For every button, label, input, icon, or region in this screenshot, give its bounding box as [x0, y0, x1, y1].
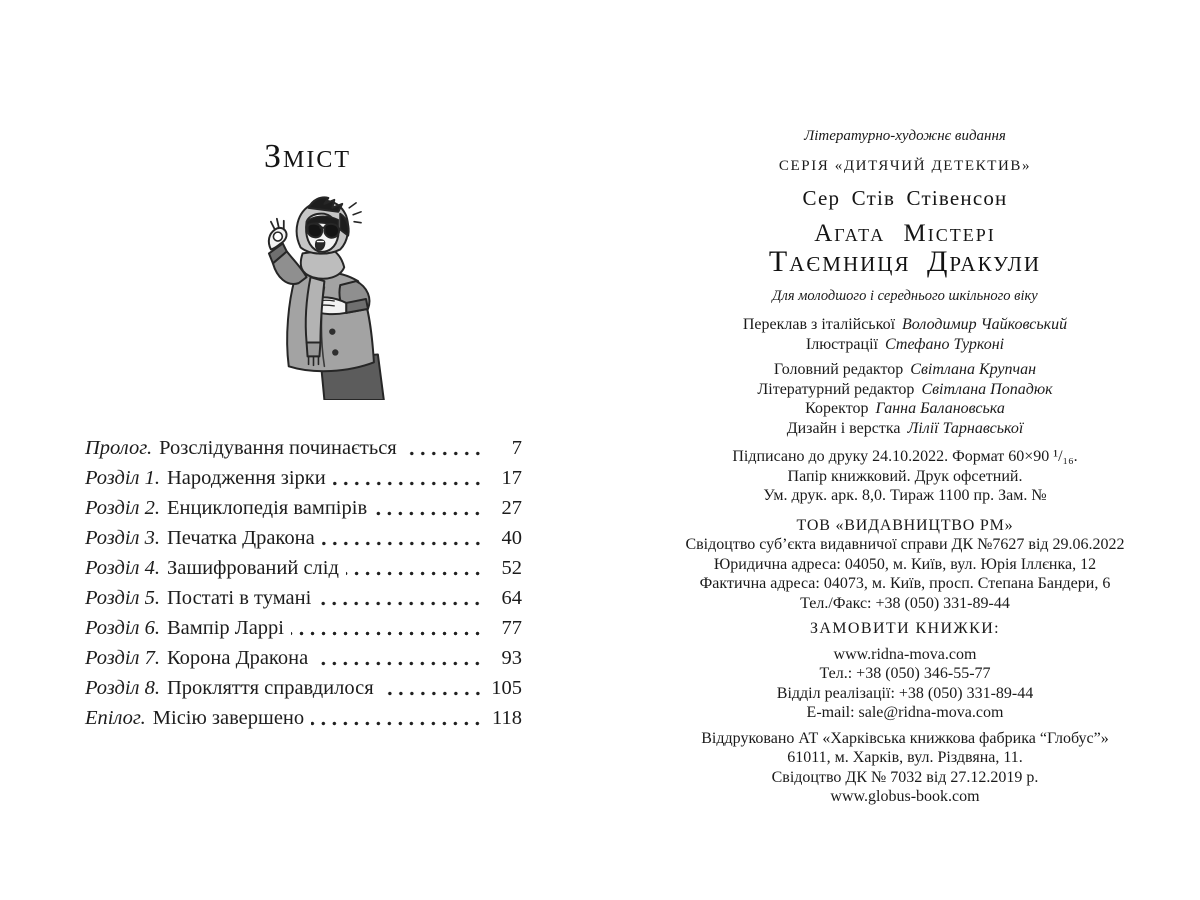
- toc-entry: [85, 643, 522, 673]
- colophon-page: [645, 127, 1165, 807]
- toc-entry-title: Зашифрований слід: [167, 557, 339, 579]
- audience-note: Для молодшого і середнього шкільного віку: [772, 287, 1038, 304]
- publisher-block: [645, 516, 1165, 614]
- credit-line: [645, 335, 1165, 355]
- toc-entry: [85, 523, 522, 553]
- toc-entry-prefix: Розділ 1.: [85, 467, 160, 489]
- credits-primary: [645, 315, 1165, 354]
- order-block: [645, 619, 1165, 723]
- toc-entry-page: 64: [501, 587, 522, 609]
- toc-entry-title: Печатка Дракона: [167, 527, 315, 549]
- printing-house-line: Віддруковано АТ «Харківська книжкова фабрика “Глобус”»: [701, 729, 1109, 747]
- toc-entry: [85, 433, 522, 463]
- woman-headscarf-sunglasses-illustration: [226, 192, 401, 400]
- table-of-contents: [85, 433, 522, 733]
- credit-role: Літературний редактор: [757, 380, 915, 398]
- series-title: Агата Містері: [814, 219, 996, 247]
- toc-entry-page: 105: [491, 677, 522, 699]
- toc-dot-leader: [322, 541, 483, 546]
- credit-name: Лілії Тарнавської: [907, 419, 1024, 437]
- toc-entry-page: 93: [501, 647, 522, 669]
- credit-line: [645, 419, 1165, 439]
- toc-dot-leader: [291, 631, 483, 636]
- credit-line: [645, 380, 1165, 400]
- toc-entry: [85, 583, 522, 613]
- toc-entry-prefix: Розділ 3.: [85, 527, 160, 549]
- toc-entry: [85, 463, 522, 493]
- credit-name: Стефано Турконі: [884, 335, 1005, 353]
- publisher-line: Тел./Факс: +38 (050) 331-89-44: [800, 594, 1010, 612]
- book-title: Таємниця Дракули: [768, 244, 1042, 278]
- toc-entry-page: 118: [492, 707, 522, 729]
- toc-entry-prefix: Епілог.: [85, 707, 146, 729]
- toc-entry-prefix: Розділ 2.: [85, 497, 160, 519]
- toc-entry-page: 17: [501, 467, 522, 489]
- print-specs: [645, 447, 1165, 506]
- toc-dot-leader: [381, 691, 483, 696]
- order-phone: Тел.: +38 (050) 346-55-77: [819, 665, 991, 682]
- toc-entry-prefix: Розділ 4.: [85, 557, 160, 579]
- toc-entry-title: Розслідування починається: [159, 437, 397, 459]
- toc-entry-page: 77: [501, 617, 522, 639]
- order-email: E-mail: sale@ridna-mova.com: [806, 704, 1004, 721]
- toc-entry-title: Місію завершено: [152, 707, 305, 729]
- toc-entry-prefix: Пролог.: [85, 437, 153, 459]
- toc-entry-page: 40: [501, 527, 522, 549]
- credit-role: Ілюстрації: [805, 335, 878, 353]
- order-sales-phone: Відділ реалізації: +38 (050) 331-89-44: [776, 684, 1034, 702]
- order-website: www.ridna-mova.com: [833, 645, 977, 663]
- publisher-name: ТОВ «ВИДАВНИЦТВО РМ»: [796, 516, 1014, 534]
- toc-dot-leader: [318, 601, 483, 606]
- toc-dot-leader: [374, 511, 483, 516]
- contents-title: Зміст: [263, 138, 352, 175]
- print-spec-line: Папір книжковий. Друк офсетний.: [787, 467, 1023, 485]
- publisher-line: Свідоцтво суб’єкта видавничої справи ДК №7627 від 29.06.2022: [685, 536, 1125, 553]
- credit-line: [645, 360, 1165, 380]
- credit-role: Головний редактор: [773, 361, 904, 378]
- toc-entry-title: Народження зірки: [167, 467, 326, 489]
- toc-entry: [85, 553, 522, 583]
- credit-role: Переклав з італійської: [742, 316, 896, 333]
- toc-dot-leader: [315, 661, 483, 666]
- toc-entry: [85, 493, 522, 523]
- toc-entry-title: Енциклопедія вампірів: [167, 497, 368, 519]
- order-heading: ЗАМОВИТИ КНИЖКИ:: [809, 620, 1001, 637]
- toc-entry-title: Прокляття справдилося: [167, 677, 374, 699]
- toc-entry-prefix: Розділ 6.: [85, 617, 160, 639]
- print-spec-line: Ум. друк. арк. 8,0. Тираж 1100 пр. Зам. №: [763, 487, 1047, 504]
- credit-role: Дизайн і верстка: [786, 419, 901, 437]
- toc-dot-leader: [404, 451, 483, 456]
- credits-staff: [645, 360, 1165, 438]
- character-illustration: [226, 192, 401, 400]
- credit-name: Володимир Чайковський: [902, 316, 1068, 333]
- author-name: Сер Стів Стівенсон: [802, 186, 1008, 210]
- printing-house-block: [645, 729, 1165, 807]
- print-spec-line: Підписано до друку 24.10.2022. Формат 60×90 ¹/₁₆.: [732, 448, 1078, 465]
- toc-dot-leader: [333, 481, 483, 486]
- toc-entry-title: Постаті в тумані: [167, 587, 312, 609]
- toc-entry-prefix: Розділ 8.: [85, 677, 160, 699]
- toc-entry-page: 52: [501, 557, 522, 579]
- credit-name: Світлана Крупчан: [910, 361, 1037, 378]
- toc-entry-page: 7: [511, 437, 522, 459]
- printing-house-line: Свідоцтво ДК № 7032 від 27.12.2019 р.: [771, 768, 1039, 786]
- publisher-line: Фактична адреса: 04073, м. Київ, просп. Степана Бандери, 6: [699, 575, 1111, 592]
- toc-dot-leader: [346, 571, 483, 576]
- credit-role: Коректор: [805, 400, 869, 417]
- credit-line: [645, 399, 1165, 419]
- toc-dot-leader: [311, 721, 483, 726]
- credit-name: Світлана Попадюк: [921, 380, 1053, 398]
- toc-entry-prefix: Розділ 5.: [85, 587, 160, 609]
- printing-house-website: www.globus-book.com: [830, 788, 980, 805]
- toc-entry: [85, 703, 522, 733]
- edition-note: Літературно-художнє видання: [804, 128, 1006, 144]
- toc-entry-title: Корона Дракона: [167, 647, 309, 669]
- toc-entry: [85, 613, 522, 643]
- credit-name: Ганна Балановська: [875, 400, 1005, 417]
- toc-entry-page: 27: [501, 497, 522, 519]
- publisher-line: Юридична адреса: 04050, м. Київ, вул. Юрія Іллєнка, 12: [713, 555, 1097, 573]
- toc-entry: [85, 673, 522, 703]
- printing-house-line: 61011, м. Харків, вул. Різдвяна, 11.: [787, 749, 1023, 766]
- toc-entry-prefix: Розділ 7.: [85, 647, 160, 669]
- credit-line: [645, 315, 1165, 335]
- series-line: СЕРІЯ «ДИТЯЧИЙ ДЕТЕКТИВ»: [778, 157, 1032, 174]
- toc-entry-title: Вампір Ларрі: [167, 617, 284, 639]
